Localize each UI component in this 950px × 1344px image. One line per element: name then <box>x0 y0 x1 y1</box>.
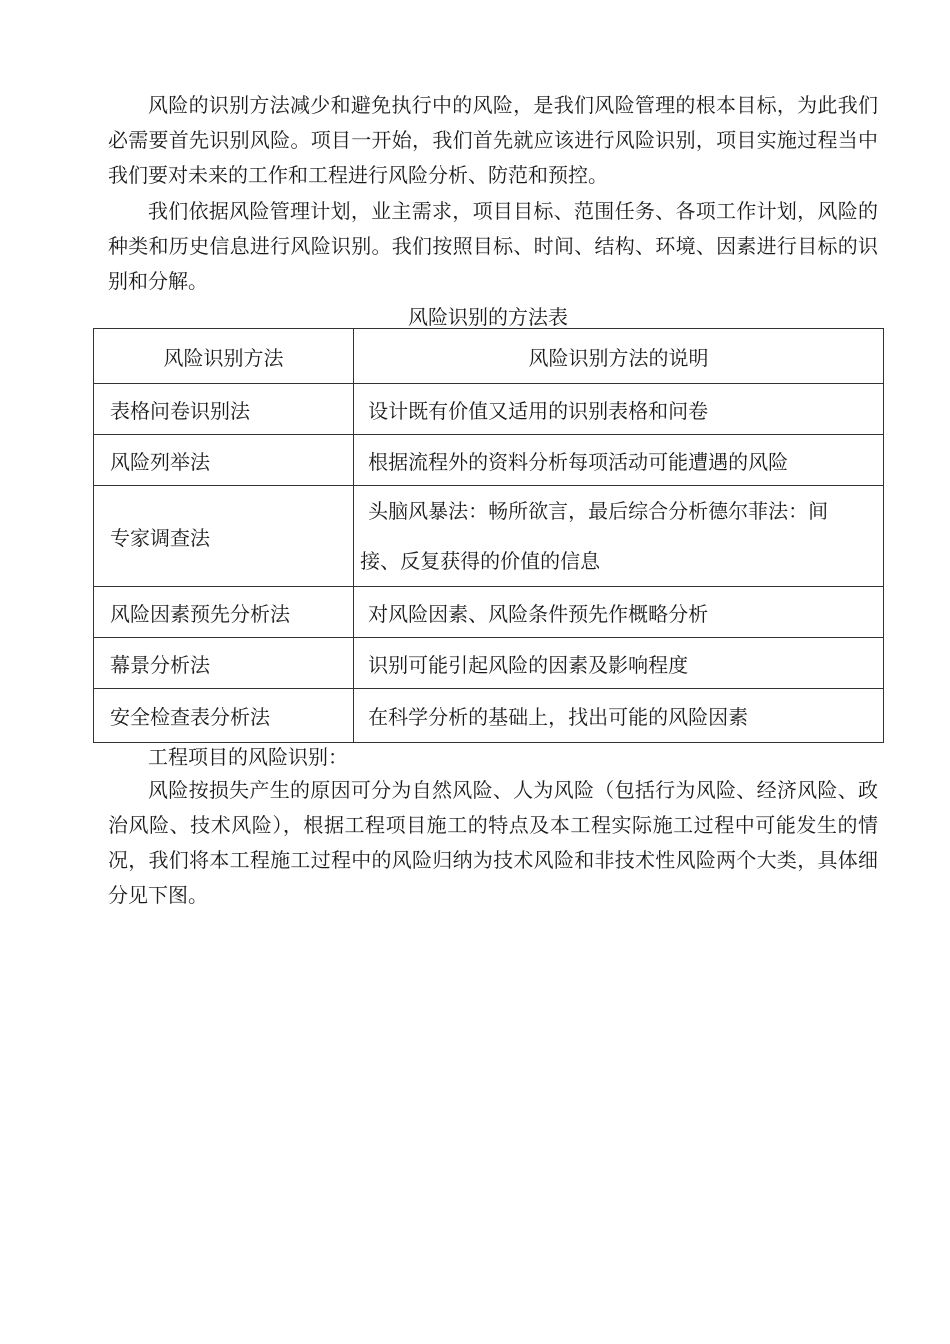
table-header-row <box>94 329 884 384</box>
description-cell: 根据流程外的资料分析每项活动可能遭遇的风险 <box>354 435 884 486</box>
method-cell: 风险列举法 <box>94 435 354 486</box>
section-heading: 工程项目的风险识别： <box>148 745 348 769</box>
method-cell: 表格问卷识别法 <box>94 384 354 435</box>
table-row <box>94 587 884 638</box>
basis-paragraph: 我们依据风险管理计划，业主需求，项目目标、范围任务、各项工作计划，风险的种类和历史信息进行风险识别。我们按照目标、时间、结构、环境、因素进行目标的识别和分解。 <box>108 199 878 293</box>
intro-paragraph: 风险的识别方法减少和避免执行中的风险，是我们风险管理的根本目标，为此我们必需要首先识别风险。项目一开始，我们首先就应该进行风险识别，项目实施过程当中我们要对未来的工作和工程进行风险分析、防范和预控。 <box>108 93 878 187</box>
description-cell: 识别可能引起风险的因素及影响程度 <box>354 638 884 689</box>
risk-methods-table <box>93 328 884 743</box>
method-cell: 专家调查法 <box>94 486 354 587</box>
risk-classification-paragraph: 风险按损失产生的原因可分为自然风险、人为风险（包括行为风险、经济风险、政治风险、技术风险），根据工程项目施工的特点及本工程实际施工过程中可能发生的情况，我们将本工程施工过程中的风险归纳为技术风险和非技术性风险两个大类，具体细分见下图。 <box>108 778 878 907</box>
table-row <box>94 689 884 743</box>
header-method: 风险识别方法 <box>94 329 354 384</box>
table-row <box>94 435 884 486</box>
description-cell: 设计既有价值又适用的识别表格和问卷 <box>354 384 884 435</box>
method-cell: 幕景分析法 <box>94 638 354 689</box>
description-cell: 在科学分析的基础上，找出可能的风险因素 <box>354 689 884 743</box>
description-line-2: 接、反复获得的价值的信息 <box>360 549 601 573</box>
method-cell: 风险因素预先分析法 <box>94 587 354 638</box>
table-row <box>94 638 884 689</box>
table-row <box>94 486 884 587</box>
table-caption: 风险识别的方法表 <box>408 305 568 329</box>
header-description: 风险识别方法的说明 <box>354 329 884 384</box>
description-cell: 对风险因素、风险条件预先作概略分析 <box>354 587 884 638</box>
description-cell <box>354 486 884 587</box>
method-cell: 安全检查表分析法 <box>94 689 354 743</box>
table-row <box>94 384 884 435</box>
description-line-1: 头脑风暴法：畅所欲言，最后综合分析德尔菲法：间 <box>368 499 829 523</box>
